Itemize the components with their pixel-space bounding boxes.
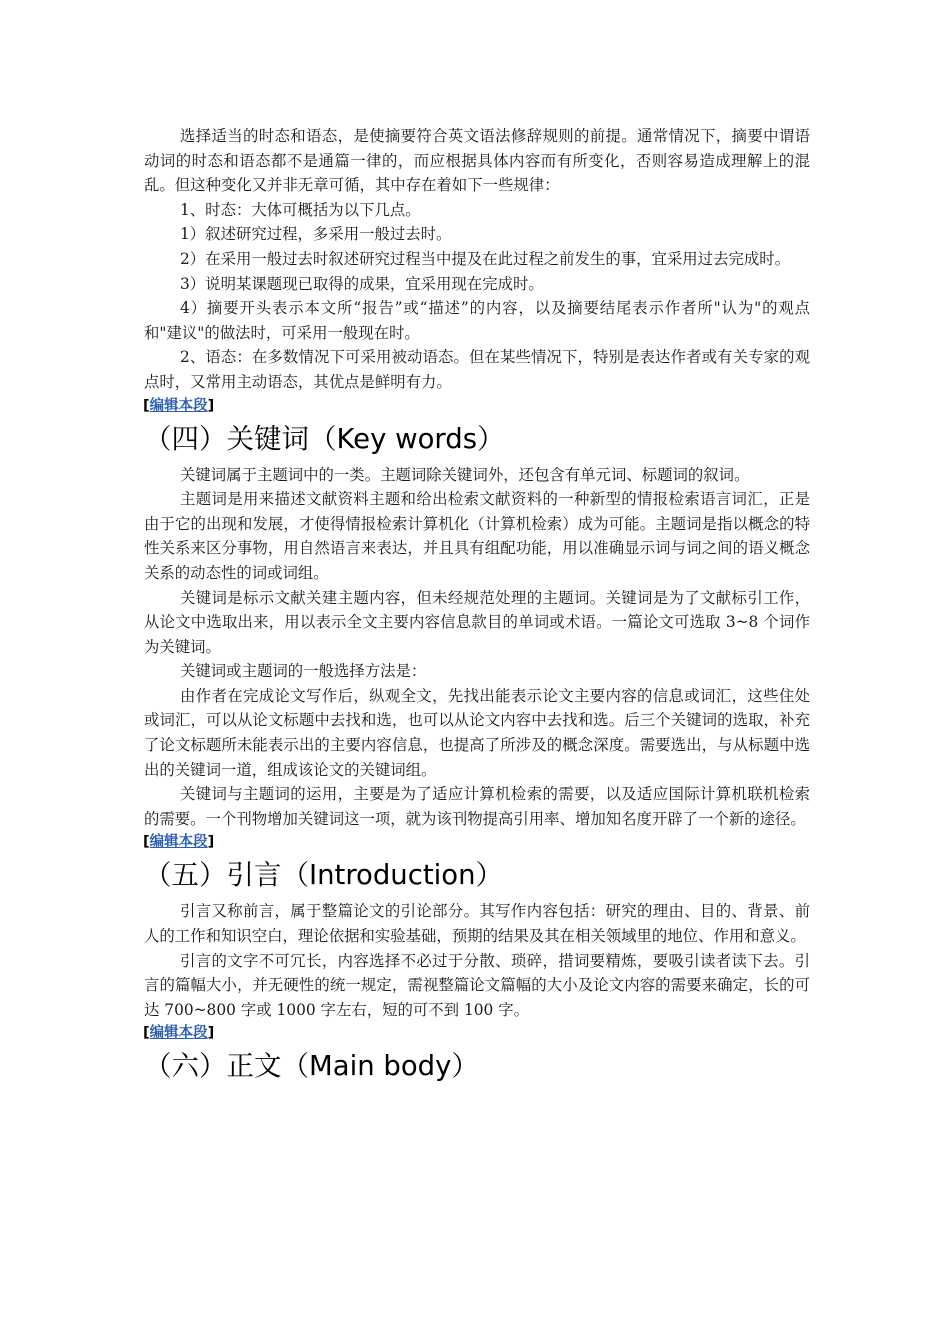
paragraph: 2、语态：在多数情况下可采用被动语态。但在某些情况下，特别是表达作者或有关专家的观点时，又常用主动语态，其优点是鲜明有力。 [144,348,810,391]
edit-section-link[interactable]: 编辑本段 [149,1025,208,1042]
paragraph: 引言的文字不可冗长，内容选择不必过于分散、琐碎，措词要精炼，要吸引读者读下去。引言的篇幅大小，并无硬性的统一规定，需视整篇论文篇幅的大小及论文内容的需要来确定，长的可达 700~800 字或 1000 字左右，短的可不到 100 字。 [144,951,810,1019]
paragraph: 由作者在完成论文写作后，纵观全文，先找出能表示论文主要内容的信息或词汇，这些住处或词汇，可以从论文标题中去找和选，也可以从论文内容中去找和选。后三个关键词的选取，补充了论文标题所未能表示出的主要内容信息，也提高了所涉及的概念深度。需要选出，与从标题中选出的关键词一道，组成该论文的关键词组。 [144,686,810,779]
paragraph: 选择适当的时态和语态，是使摘要符合英文语法修辞规则的前提。通常情况下，摘要中谓语动词的时态和语态都不是通篇一律的，而应根据具体内容而有所变化，否则容易造成理解上的混乱。但这种变化又并非无章可循，其中存在着如下一些规律： [144,127,810,195]
paragraph: 主题词是用来描述文献资料主题和给出检索文献资料的一种新型的情报检索语言词汇，正是由于它的出现和发展，才使得情报检索计算机化（计算机检索）成为可能。主题词是指以概念的特性关系来区分事物，用自然语言来表达，并且具有组配功能，用以准确显示词与词之间的语义概念关系的动态性的词或词组。 [144,490,810,582]
paragraph: 1）叙述研究过程，多采用一般过去时。 [180,225,452,244]
paragraph: 关键词或主题词的一般选择方法是： [180,662,427,681]
paragraph: 2）在采用一般过去时叙述研究过程当中提及在此过程之前发生的事，宜采用过去完成时。 [180,249,791,268]
section-heading-introduction: （五）引言（Introduction） [144,859,504,892]
paragraph: 1、时态：大体可概括为以下几点。 [180,200,421,219]
paragraph: 引言又称前言，属于整篇论文的引论部分。其写作内容包括：研究的理由、目的、背景、前人的工作和知识空白，理论依据和实验基础，预期的结果及其在相关领域里的地位、作用和意义。 [144,902,810,946]
edit-section-row [143,831,810,853]
open-bracket: [ [143,834,150,851]
edit-section-row [143,395,810,417]
paragraph: 3）说明某课题现已取得的成果，宜采用现在完成时。 [180,274,544,293]
section-heading-main-body: （六）正文（Main body） [144,1050,479,1083]
document-page [144,120,810,1088]
edit-section-link[interactable]: 编辑本段 [149,397,208,414]
paragraph: 4）摘要开头表示本文所“报告”或“描述”的内容，以及摘要结尾表示作者所"认为"的观点和"建议"的做法时，可采用一般现在时。 [144,299,810,342]
introduction-section [144,899,810,1022]
intro-section [144,124,810,395]
open-bracket: [ [143,397,150,414]
open-bracket: [ [143,1025,150,1042]
edit-section-link[interactable]: 编辑本段 [149,834,208,851]
section-heading-keywords: （四）关键词（Key words） [144,422,505,455]
close-bracket: ] [207,397,215,414]
edit-section-row [143,1022,810,1044]
close-bracket: ] [207,1025,215,1042]
keywords-section [144,463,810,832]
paragraph: 关键词是标示文献关建主题内容，但未经规范处理的主题词。关键词是为了文献标引工作，从论文中选取出来，用以表示全文主要内容信息款目的单词或术语。一篇论文可选取 3~8 个词作为关键词。 [144,588,810,656]
close-bracket: ] [207,834,215,851]
paragraph: 关键词属于主题词中的一类。主题词除关键词外，还包含有单元词、标题词的叙词。 [180,465,750,484]
paragraph: 关键词与主题词的运用，主要是为了适应计算机检索的需要，以及适应国际计算机联机检索的需要。一个刊物增加关键词这一项，就为该刊物提高引用率、增加知名度开辟了一个新的途径。 [144,785,810,828]
